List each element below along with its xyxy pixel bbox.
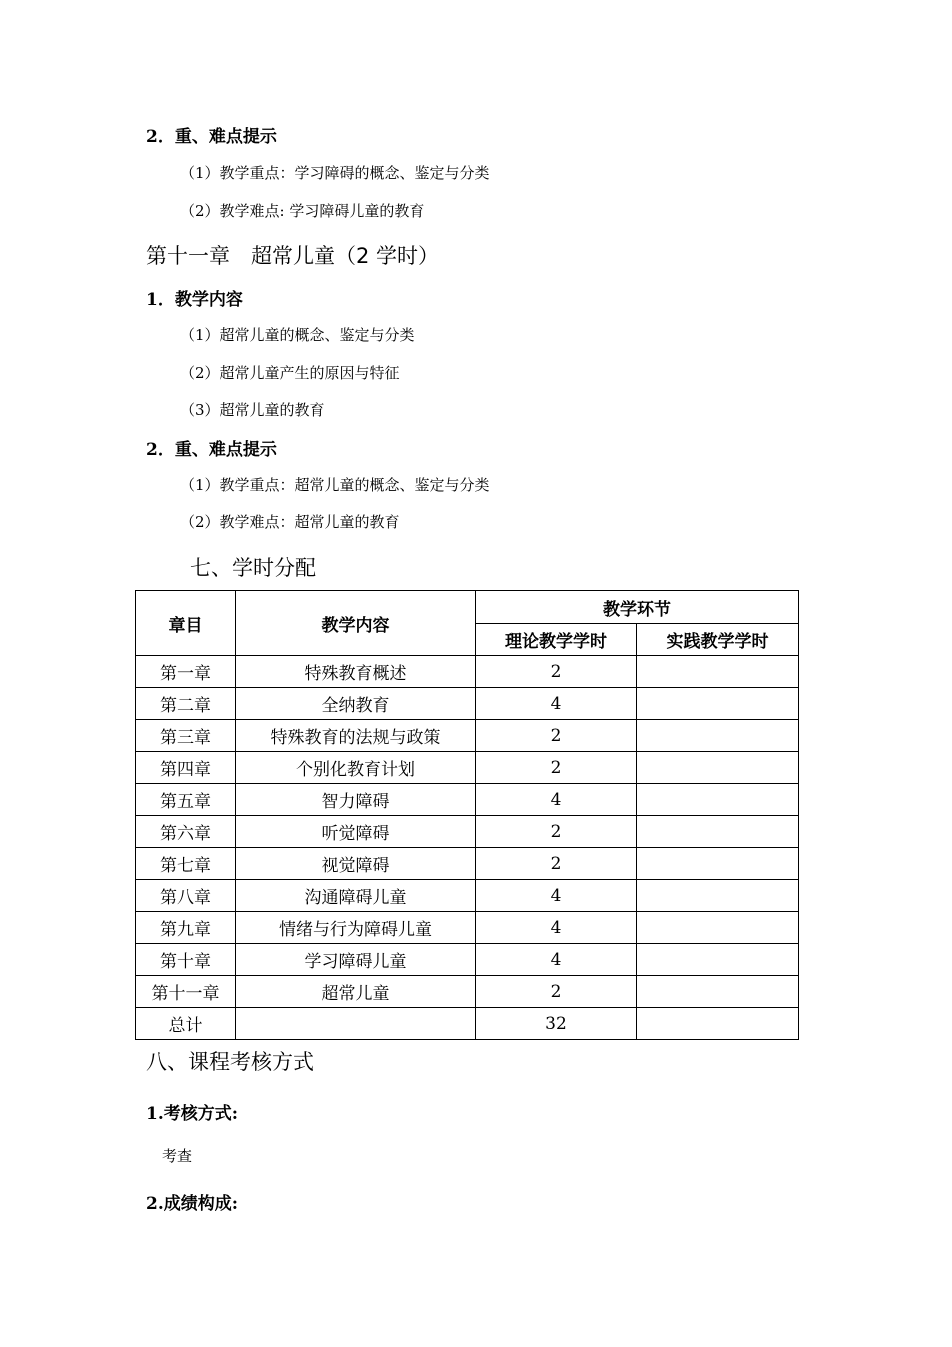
cell-chapter: 第十章 [136, 944, 236, 976]
grade-composition-heading: 2.成绩构成: [146, 1194, 239, 1214]
header-practice-hours: 实践教学学时 [637, 624, 799, 656]
cell-content: 特殊教育的法规与政策 [236, 720, 476, 752]
cell-chapter: 第六章 [136, 816, 236, 848]
difficult-point-item: （2）教学难点: 学习障碍儿童的教育 [180, 202, 425, 220]
table-row [136, 784, 799, 816]
content-item: （2）超常儿童产生的原因与特征 [180, 364, 400, 382]
teaching-content-heading: 1．教学内容 [146, 290, 243, 310]
cell-practice [637, 816, 799, 848]
header-chapter: 章目 [136, 591, 236, 656]
table-row-total [136, 1008, 799, 1040]
key-point-item: （1）教学重点：学习障碍的概念、鉴定与分类 [180, 164, 490, 182]
cell-chapter: 第五章 [136, 784, 236, 816]
cell-theory: 2 [476, 816, 637, 848]
header-teaching-stage: 教学环节 [476, 591, 799, 624]
key-points-heading-ch10: 2．重、难点提示 [146, 127, 277, 147]
cell-chapter: 第七章 [136, 848, 236, 880]
table-row [136, 720, 799, 752]
cell-content: 智力障碍 [236, 784, 476, 816]
cell-practice [637, 1008, 799, 1040]
cell-chapter: 第三章 [136, 720, 236, 752]
content-item: （3）超常儿童的教育 [180, 401, 325, 419]
cell-chapter: 第八章 [136, 880, 236, 912]
section-8-title: 八、课程考核方式 [146, 1050, 314, 1074]
cell-content [236, 1008, 476, 1040]
cell-chapter: 第四章 [136, 752, 236, 784]
cell-chapter: 第二章 [136, 688, 236, 720]
cell-content: 学习障碍儿童 [236, 944, 476, 976]
cell-theory: 2 [476, 976, 637, 1008]
cell-theory: 4 [476, 912, 637, 944]
cell-chapter: 第九章 [136, 912, 236, 944]
class-hours-table [135, 590, 799, 1040]
cell-content: 全纳教育 [236, 688, 476, 720]
table-row [136, 656, 799, 688]
difficult-point-item: （2）教学难点：超常儿童的教育 [180, 513, 400, 531]
cell-practice [637, 976, 799, 1008]
cell-content: 沟通障碍儿童 [236, 880, 476, 912]
chapter-11-title: 第十一章 超常儿童（2 学时） [146, 244, 440, 268]
cell-content: 特殊教育概述 [236, 656, 476, 688]
cell-practice [637, 944, 799, 976]
cell-theory: 32 [476, 1008, 637, 1040]
key-points-heading-ch11: 2．重、难点提示 [146, 440, 277, 460]
table-row [136, 816, 799, 848]
header-content: 教学内容 [236, 591, 476, 656]
content-item: （1）超常儿童的概念、鉴定与分类 [180, 326, 415, 344]
table-row [136, 688, 799, 720]
cell-content: 超常儿童 [236, 976, 476, 1008]
table-row [136, 880, 799, 912]
cell-practice [637, 848, 799, 880]
cell-practice [637, 752, 799, 784]
cell-practice [637, 656, 799, 688]
table-row [136, 752, 799, 784]
cell-practice [637, 720, 799, 752]
header-theory-hours: 理论教学学时 [476, 624, 637, 656]
table-row [136, 976, 799, 1008]
table-row [136, 944, 799, 976]
table-row [136, 848, 799, 880]
cell-theory: 2 [476, 752, 637, 784]
cell-content: 听觉障碍 [236, 816, 476, 848]
cell-theory: 2 [476, 720, 637, 752]
cell-chapter: 第十一章 [136, 976, 236, 1008]
assessment-method-heading: 1.考核方式: [146, 1104, 239, 1124]
section-7-title: 七、学时分配 [190, 556, 316, 580]
cell-theory: 4 [476, 688, 637, 720]
key-point-item: （1）教学重点：超常儿童的概念、鉴定与分类 [180, 476, 490, 494]
cell-content: 情绪与行为障碍儿童 [236, 912, 476, 944]
cell-practice [637, 912, 799, 944]
cell-practice [637, 688, 799, 720]
cell-theory: 4 [476, 944, 637, 976]
cell-practice [637, 784, 799, 816]
cell-practice [637, 880, 799, 912]
cell-theory: 4 [476, 880, 637, 912]
cell-chapter: 总计 [136, 1008, 236, 1040]
cell-chapter: 第一章 [136, 656, 236, 688]
cell-content: 个别化教育计划 [236, 752, 476, 784]
table-row [136, 912, 799, 944]
assessment-method-value: 考查 [162, 1147, 193, 1165]
cell-theory: 4 [476, 784, 637, 816]
cell-theory: 2 [476, 656, 637, 688]
cell-content: 视觉障碍 [236, 848, 476, 880]
cell-theory: 2 [476, 848, 637, 880]
